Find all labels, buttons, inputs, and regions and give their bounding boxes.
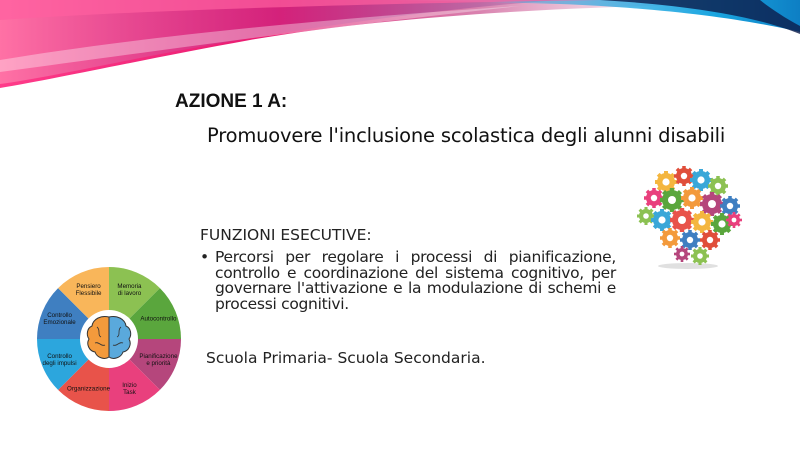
bullet-item xyxy=(200,250,616,312)
wheel-segment-label: Pianificazione e priorità xyxy=(139,352,178,367)
wheel-segment-label: Controllo degli impulsi xyxy=(42,352,77,367)
wheel-segment-label: Inizio Task xyxy=(122,381,137,396)
wheel-segment-label: Autocontrollo xyxy=(140,315,177,323)
gear-icon xyxy=(674,246,690,262)
gears-brain-icon xyxy=(626,160,748,272)
slide-subtitle: Promuovere l'inclusione scolastica degli alunni disabili xyxy=(207,124,726,147)
gear-icon xyxy=(670,208,694,232)
gear-icon xyxy=(674,166,694,186)
wheel-segment-label: Controllo Emozionale xyxy=(43,312,76,327)
decorative-banner xyxy=(0,0,800,90)
gear-icon xyxy=(691,211,713,233)
gear-icon xyxy=(660,228,680,248)
executive-functions-wheel xyxy=(35,265,183,413)
slide-title: AZIONE 1 A: xyxy=(175,91,288,112)
wheel-segment-label: Organizzazione xyxy=(67,385,111,393)
gear-icon xyxy=(637,207,655,225)
gear-icon xyxy=(700,230,720,250)
bullet-marker: • xyxy=(200,248,210,266)
wheel-segment-label: Pensiero Flessibile xyxy=(75,283,102,298)
school-levels: Scuola Primaria- Scuola Secondaria. xyxy=(206,349,486,367)
brain-icon xyxy=(87,316,130,358)
wheel-segment-label: Memoria di lavoro xyxy=(117,283,142,298)
gear-icon xyxy=(691,247,709,265)
gear-icon xyxy=(681,187,703,209)
gear-icon xyxy=(726,212,742,228)
section-heading: FUNZIONI ESECUTIVE: xyxy=(200,226,372,244)
gear-icon xyxy=(651,209,673,231)
bullet-text: Percorsi per regolare i processi di pianificazione, controllo e coordinazione del sistema cognitivo, per governare l'attivazione e la modulazione di schemi e processi cognitivi. xyxy=(215,248,616,313)
